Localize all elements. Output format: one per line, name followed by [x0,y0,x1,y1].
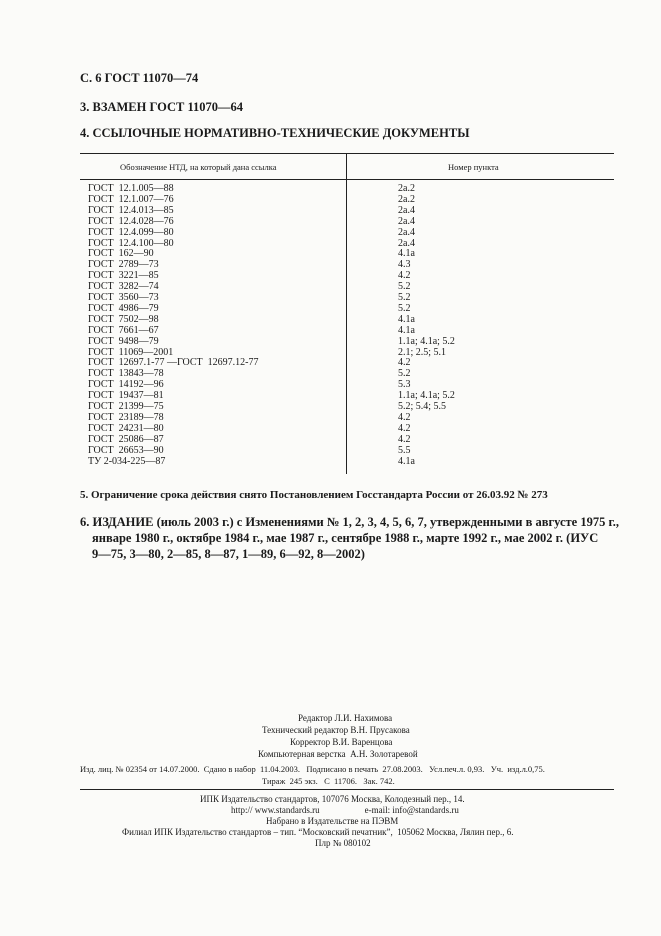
table-row-clause: 4.1а [398,455,415,467]
publisher-line4: Филиал ИПК Издательство стандартов – тип. “Московский печатник”, 105062 Москва, Лялин пер., 6. [122,827,514,837]
table-row-document: ГОСТ 7661—67 [88,324,159,336]
table-row-document: ГОСТ 3221—85 [88,270,159,282]
credit-corrector: Корректор В.И. Варенцова [290,737,393,747]
table-row-document: ГОСТ 19437—81 [88,390,164,402]
publisher-line5: Плр № 080102 [315,838,371,848]
table-row-document: ГОСТ 12.1.007—76 [88,193,174,205]
table-row-document: ГОСТ 21399—75 [88,401,164,412]
table-row-clause: 5.2; 5.4; 5.5 [398,401,447,412]
table-row-document: ГОСТ 12.4.013—85 [88,204,174,216]
table-row-clause: 2а.2 [398,193,415,205]
page-header: С. 6 ГОСТ 11070—74 [80,71,199,85]
table-row-clause: 5.5 [398,444,411,456]
table-row-document: ГОСТ 11069—2001 [88,346,174,358]
table-column-divider [346,153,347,474]
table-row-clause: 4.2 [398,422,411,434]
table-row-document: ГОСТ 9498—79 [88,335,159,347]
imprint-rule [80,789,614,790]
table-row-clause: 1.1а; 4.1а; 5.2 [398,335,455,347]
credit-editor: Редактор Л.И. Нахимова [298,713,393,723]
table-row-document: ГОСТ 12697.1-77 —ГОСТ 12697.12-77 [88,357,259,369]
table-row-document: ГОСТ 162—90 [88,248,154,260]
table-row-document: ГОСТ 3560—73 [88,292,159,303]
publisher-line2: http:// www.standards.ru e-mail: info@standards.ru [231,805,459,815]
table-row-document: ГОСТ 26653—90 [88,444,164,456]
table-row-document: ГОСТ 24231—80 [88,422,164,434]
table-row-document: ГОСТ 4986—79 [88,302,159,314]
table-row-clause: 4.1а [398,248,415,260]
col1-header: Обозначение НТД, на который дана ссылка [120,162,277,172]
table-row-clause: 5.2 [398,368,411,380]
credit-layout: Компьютерная верстка А.Н. Золотаревой [258,749,418,759]
table-row-clause: 4.2 [398,270,411,282]
credit-tech-editor: Технический редактор В.Н. Прусакова [262,725,410,735]
table-row-clause: 5.2 [398,292,411,303]
table-row-clause: 4.3 [398,259,411,271]
col2-header: Номер пункта [448,162,499,172]
table-row-document: ГОСТ 2789—73 [88,259,159,271]
publisher-line1: ИПК Издательство стандартов, 107076 Москва, Колодезный пер., 14. [200,794,465,804]
table-row-document: ГОСТ 13843—78 [88,368,164,380]
section-3: 3. ВЗАМЕН ГОСТ 11070—64 [80,100,244,114]
table-row-clause: 5.2 [398,302,411,314]
table-row-clause: 5.3 [398,379,411,391]
table-row-document: ГОСТ 14192—96 [88,379,164,391]
table-row-clause: 2а.4 [398,237,415,249]
table-row-document: ТУ 2-034-225—87 [88,455,166,467]
table-row-document: ГОСТ 12.4.099—80 [88,226,174,238]
table-row-document: ГОСТ 3282—74 [88,281,159,293]
table-row-clause: 4.2 [398,411,411,423]
section-6-line2: январе 1980 г., октябре 1984 г., мае 1987 г., сентябре 1988 г., марте 1992 г., мае 2002 г. (ИУС [92,531,599,545]
table-row-clause: 2а.4 [398,215,415,227]
table-row-clause: 2а.2 [398,183,415,194]
section-4-title: 4. ССЫЛОЧНЫЕ НОРМАТИВНО-ТЕХНИЧЕСКИЕ ДОКУМЕНТЫ [80,126,470,140]
section-5: 5. Ограничение срока действия снято Постановлением Госстандарта России от 26.03.92 № 273 [80,489,548,501]
section-6-line1: 6. ИЗДАНИЕ (июль 2003 г.) с Изменениями № 1, 2, 3, 4, 5, 6, 7, утвержденными в августе 1975 г., [80,515,620,529]
table-row-clause: 1.1а; 4.1а; 5.2 [398,390,455,402]
table-row-clause: 2а.4 [398,226,415,238]
table-row-document: ГОСТ 23189—78 [88,411,164,423]
section-6-line3: 9—75, 3—80, 2—85, 8—87, 1—89, 6—92, 8—2002) [92,547,365,561]
table-row-document: ГОСТ 7502—98 [88,313,159,325]
imprint-line2: Тираж 245 экз. С 11706. Зак. 742. [262,776,395,786]
imprint-line1: Изд. лиц. № 02354 от 14.07.2000. Сдано в набор 11.04.2003. Подписано в печать 27.08.2003. Усл.печ.л. 0,93. Уч. изд.л.0,75. [80,764,545,774]
table-row-document: ГОСТ 12.4.028—76 [88,215,174,227]
table-top-rule [80,153,614,154]
table-row-document: ГОСТ 12.1.005—88 [88,183,174,194]
publisher-line3: Набрано в Издательстве на ПЭВМ [266,816,399,826]
table-header-rule [80,179,614,180]
table-row-clause: 4.1а [398,324,415,336]
table-row-clause: 2а.4 [398,204,415,216]
table-row-clause: 4.1а [398,313,415,325]
table-row-clause: 2.1; 2.5; 5.1 [398,346,447,358]
table-row-document: ГОСТ 12.4.100—80 [88,237,174,249]
table-row-document: ГОСТ 25086—87 [88,433,164,445]
table-row-clause: 4.2 [398,433,411,445]
table-row-clause: 5.2 [398,281,411,293]
table-row-clause: 4.2 [398,357,411,369]
